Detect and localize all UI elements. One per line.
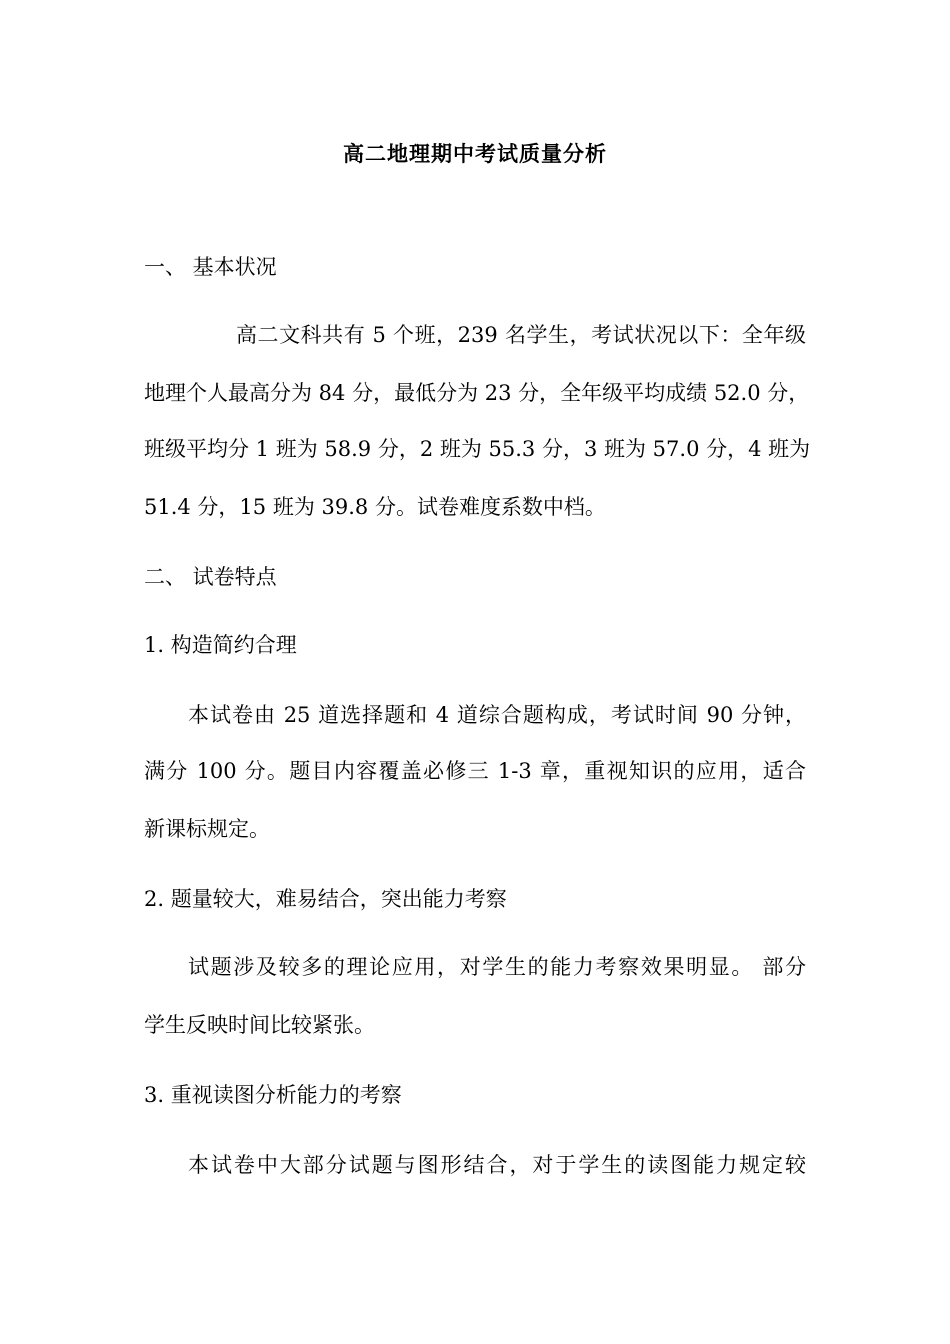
section1-heading: 一、 基本状况 <box>144 255 277 279</box>
section1-line-2: 地理个人最高分为 84 分，最低分为 23 分，全年级平均成绩 52.0 分， <box>144 381 810 405</box>
section1-line-1: 高二文科共有 5 个班，239 名学生，考试状况以下：全年级 <box>236 323 806 347</box>
item1-line-3: 新课标规定。 <box>144 817 270 841</box>
item1-heading: 1. 构造简约合理 <box>144 633 297 657</box>
item1-line-1: 本试卷由 25 道选择题和 4 道综合题构成，考试时间 90 分钟， <box>188 703 806 727</box>
section1-line-4: 51.4 分，15 班为 39.8 分。试卷难度系数中档。 <box>144 495 606 519</box>
item3-line-1: 本试卷中大部分试题与图形结合，对于学生的读图能力规定较 <box>188 1153 806 1177</box>
section1-line-3: 班级平均分 1 班为 58.9 分，2 班为 55.3 分，3 班为 57.0 分，4 班为 <box>144 437 811 461</box>
item2-line-1: 试题涉及较多的理论应用，对学生的能力考察效果明显。 部分 <box>188 955 806 979</box>
item3-heading: 3. 重视读图分析能力的考察 <box>144 1083 402 1107</box>
item1-line-2: 满分 100 分。题目内容覆盖必修三 1-3 章，重视知识的应用，适合 <box>144 759 806 783</box>
item2-heading: 2. 题量较大，难易结合，突出能力考察 <box>144 887 507 911</box>
document-title: 高二地理期中考试质量分析 <box>343 141 607 166</box>
item2-line-2: 学生反映时间比较紧张。 <box>144 1013 375 1037</box>
section2-heading: 二、 试卷特点 <box>144 565 277 589</box>
